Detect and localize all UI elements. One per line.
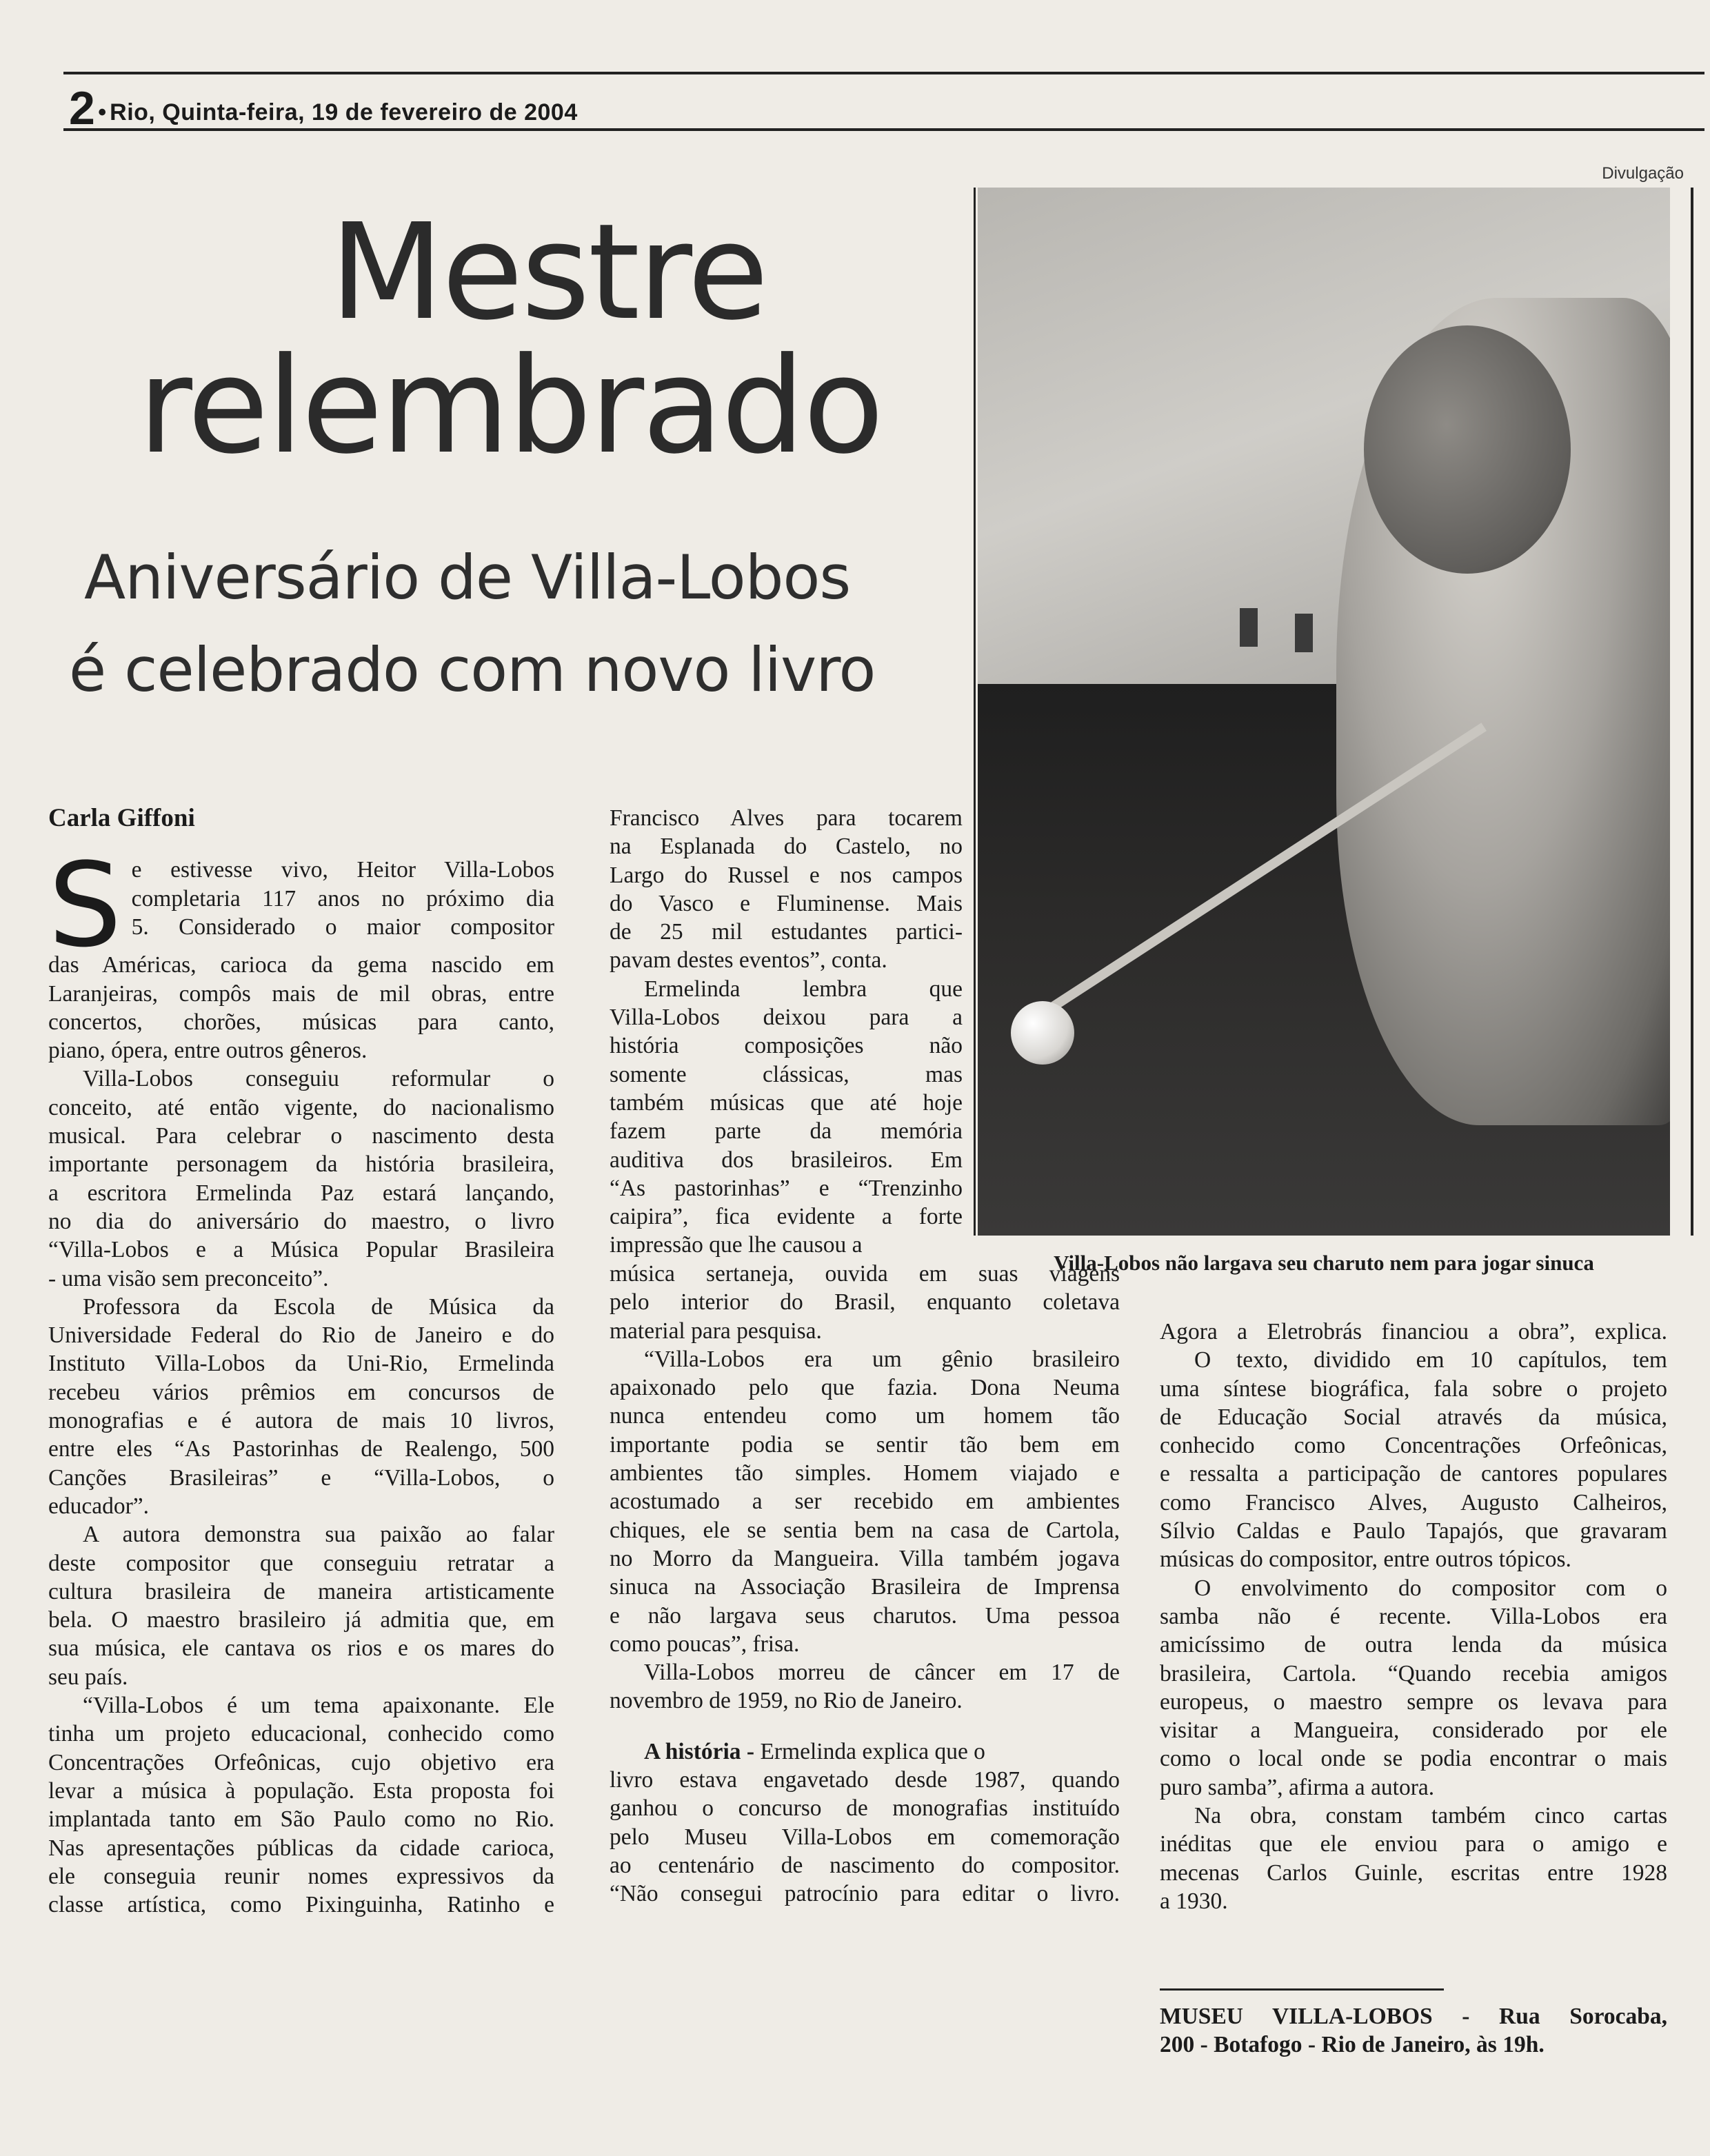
body-line: concertos, chorões, músicas para canto,	[48, 1009, 554, 1035]
body-line: ele conseguia reunir nomes expressivos da	[48, 1863, 554, 1889]
body-line: cultura brasileira de maneira artisticamente	[48, 1578, 554, 1604]
body-line: fazem parte da memória	[610, 1118, 963, 1145]
history-first-text: Ermelinda explica que o	[760, 1738, 985, 1764]
body-line: levar a música à população. Esta proposta foi	[48, 1777, 554, 1804]
body-line: “Villa-Lobos e a Música Popular Brasileira	[48, 1237, 554, 1263]
body-line: pavam destes eventos”, conta.	[610, 947, 887, 974]
body-line: ao centenário de nascimento do compositor.	[610, 1852, 1120, 1878]
photo-caption: Villa-Lobos não largava seu charuto nem para jogar sinuca	[1054, 1251, 1594, 1275]
body-line: Instituto Villa-Lobos da Uni-Rio, Ermelinda	[48, 1351, 554, 1377]
body-line: Canções Brasileiras” e “Villa-Lobos, o	[48, 1464, 554, 1491]
body-line: recebeu vários prêmios em concursos de	[48, 1379, 554, 1405]
body-line: música sertaneja, ouvida em suas viagens	[610, 1261, 1120, 1287]
body-line: ambientes tão simples. Homem viajado e	[610, 1460, 1120, 1487]
photo-credit: Divulgação	[1602, 164, 1684, 183]
body-line: Concentrações Orfeônicas, cujo objetivo era	[48, 1749, 554, 1775]
body-line: importante personagem da história brasileira,	[48, 1151, 554, 1178]
body-line: a escritora Ermelinda Paz estará lançando,	[48, 1180, 554, 1206]
body-line: conhecido como Concentrações Orfeônicas,	[1160, 1433, 1667, 1459]
body-line: musical. Para celebrar o nascimento desta	[48, 1123, 554, 1149]
body-line: inéditas que ele enviou para o amigo e	[1160, 1831, 1667, 1857]
history-first-line	[610, 1737, 1120, 1766]
body-line: “Não consegui patrocínio para editar o livro.	[610, 1881, 1120, 1907]
info-box-rule	[1160, 1988, 1444, 1991]
body-line: a 1930.	[1160, 1888, 1228, 1914]
lead-line: e estivesse vivo, Heitor Villa-Lobos	[131, 857, 554, 883]
body-line: das Américas, carioca da gema nascido em	[48, 952, 554, 978]
villa-lobos-photo	[978, 188, 1670, 1236]
body-line: ganhou o concurso de monografias instituído	[610, 1795, 1120, 1822]
body-line: do Vasco e Fluminense. Mais	[610, 890, 963, 916]
body-line: seu país.	[48, 1664, 128, 1690]
body-line: livro estava engavetado desde 1987, quando	[610, 1767, 1120, 1793]
body-line: auditiva dos brasileiros. Em	[610, 1147, 963, 1173]
body-line: “As pastorinhas” e “Trenzinho	[610, 1175, 963, 1201]
body-line: puro samba”, afirma a autora.	[1160, 1774, 1435, 1800]
body-line: Sílvio Caldas e Paulo Tapajós, que gravaram	[1160, 1518, 1667, 1544]
byline: Carla Giffoni	[48, 804, 195, 832]
body-line: pelo interior do Brasil, enquanto coletava	[610, 1289, 1120, 1316]
body-line: como Francisco Alves, Augusto Calheiros,	[1160, 1489, 1667, 1515]
info-line: MUSEU VILLA-LOBOS - Rua Sorocaba,	[1160, 2004, 1667, 2029]
body-line: tinha um projeto educacional, conhecido como	[48, 1721, 554, 1747]
body-line: Laranjeiras, compôs mais de mil obras, entre	[48, 980, 554, 1007]
body-line: Francisco Alves para tocarem	[610, 805, 963, 831]
column-3	[1160, 1318, 1667, 1915]
body-line: Agora a Eletrobrás financiou a obra”, explica.	[1160, 1319, 1667, 1344]
body-line: acostumado a ser recebido em ambientes	[610, 1489, 1120, 1515]
body-line: no dia do aniversário do maestro, o livro	[48, 1208, 554, 1234]
header-top-rule	[63, 72, 1704, 74]
body-line: de Educação Social através da música,	[1160, 1404, 1667, 1430]
body-line: de 25 mil estudantes partici-	[610, 919, 963, 945]
body-line: brasileira, Cartola. “Quando recebia amigos	[1160, 1660, 1667, 1686]
body-line: Villa-Lobos deixou para a	[610, 1005, 963, 1031]
body-line: material para pesquisa.	[610, 1318, 822, 1344]
body-line: classe artística, como Pixinguinha, Ratinho e	[48, 1892, 554, 1918]
photo-head	[1364, 325, 1571, 574]
subhead-separator: -	[746, 1738, 755, 1764]
body-line: educador”.	[48, 1493, 150, 1519]
body-line: Na obra, constam também cinco cartas	[1194, 1803, 1667, 1829]
body-line: como o local onde se podia encontrar o mais	[1160, 1746, 1667, 1772]
photo-side-rule	[1691, 188, 1693, 1236]
body-line: amicíssimo de outra lenda da música	[1160, 1632, 1667, 1658]
lead-line: completaria 117 anos no próximo dia	[131, 885, 554, 911]
folio-bullet: •	[98, 99, 107, 125]
drop-cap: S	[48, 838, 122, 974]
deck-line-2: é celebrado com novo livro	[69, 634, 876, 705]
body-line: Ermelinda lembra que	[644, 976, 963, 1002]
body-line: piano, ópera, entre outros gêneros.	[48, 1038, 368, 1064]
column-2-top	[610, 804, 963, 1260]
body-line: entre eles “As Pastorinhas de Realengo, 500	[48, 1436, 554, 1462]
body-line: apaixonado pelo que fazia. Dona Neuma	[610, 1375, 1120, 1401]
info-box	[1160, 2002, 1667, 2059]
body-line: sua música, ele cantava os rios e os mares do	[48, 1635, 554, 1662]
body-line: europeus, o maestro sempre os levava para	[1160, 1689, 1667, 1715]
folio	[69, 81, 578, 135]
photo-outlet	[1295, 614, 1313, 652]
body-line: implantada tanto em São Paulo como no Rio.	[48, 1806, 554, 1833]
photo-ball	[1011, 1001, 1074, 1065]
subhead-history: A história	[644, 1738, 741, 1764]
body-line: importante podia se sentir tão bem em	[610, 1431, 1120, 1458]
page-number: 2	[69, 82, 95, 134]
body-line: visitar a Mangueira, considerado por ele	[1160, 1717, 1667, 1744]
body-line: mecenas Carlos Guinle, escritas entre 1928	[1160, 1860, 1667, 1886]
body-line: chiques, ele se sentia bem na casa de Cartola,	[610, 1517, 1120, 1543]
body-line: Universidade Federal do Rio de Janeiro e do	[48, 1322, 554, 1349]
body-line: A autora demonstra sua paixão ao falar	[83, 1522, 554, 1548]
column-2-bottom	[610, 1260, 1120, 1908]
headline-line-2: relembrado	[138, 330, 883, 483]
body-line: - uma visão sem preconceito”.	[48, 1265, 329, 1291]
body-line: e não largava seus charutos. Uma pessoa	[610, 1602, 1120, 1629]
headline-line-1: Mestre	[330, 196, 767, 350]
column-1	[48, 804, 554, 1919]
photo-outlet	[1240, 608, 1258, 647]
body-line: samba não é recente. Villa-Lobos era	[1160, 1603, 1667, 1629]
body-line: impressão que lhe causou a	[610, 1232, 863, 1258]
body-line: conceito, até então vigente, do nacionalismo	[48, 1094, 554, 1120]
body-line: “Villa-Lobos era um gênio brasileiro	[644, 1346, 1120, 1372]
body-line: músicas do compositor, entre outros tópicos.	[1160, 1547, 1571, 1573]
body-line: como poucas”, frisa.	[610, 1631, 800, 1657]
body-line: Nas apresentações públicas da cidade carioca,	[48, 1835, 554, 1861]
body-line: nunca entendeu como um homem tão	[610, 1403, 1120, 1429]
body-line: e ressalta a participação de cantores populares	[1160, 1461, 1667, 1487]
body-line: somente clássicas, mas	[610, 1061, 963, 1087]
body-line: O texto, dividido em 10 capítulos, tem	[1194, 1347, 1667, 1373]
body-line: na Esplanada do Castelo, no	[610, 834, 963, 860]
body-line: Villa-Lobos conseguiu reformular o	[83, 1066, 554, 1092]
body-line: bela. O maestro brasileiro já admitia que, em	[48, 1607, 554, 1633]
deck-line-1: Aniversário de Villa-Lobos	[84, 542, 851, 613]
body-line: pelo Museu Villa-Lobos em comemoração	[610, 1824, 1120, 1850]
body-line: deste compositor que conseguiu retratar a	[48, 1550, 554, 1576]
body-line: caipira”, fica evidente a forte	[610, 1204, 963, 1230]
body-line: no Morro da Mangueira. Villa também jogava	[610, 1545, 1120, 1571]
photo-column-rule	[974, 188, 976, 1236]
body-line: Villa-Lobos morreu de câncer em 17 de	[644, 1660, 1120, 1686]
body-line: também músicas que até hoje	[610, 1089, 963, 1116]
body-line: novembro de 1959, no Rio de Janeiro.	[610, 1688, 963, 1714]
body-line: “Villa-Lobos é um tema apaixonante. Ele	[83, 1693, 554, 1719]
body-line: Professora da Escola de Música da	[83, 1293, 554, 1320]
body-line: sinuca na Associação Brasileira de Imprensa	[610, 1574, 1120, 1600]
body-line: Largo do Russel e nos campos	[610, 862, 963, 888]
lead-line: 5. Considerado o maior compositor	[131, 914, 554, 940]
body-line: história composições não	[610, 1033, 963, 1059]
body-line: monografias e é autora de mais 10 livros,	[48, 1408, 554, 1434]
body-line: O envolvimento do compositor com o	[1194, 1575, 1667, 1601]
info-line: 200 - Botafogo - Rio de Janeiro, às 19h.	[1160, 2032, 1545, 2058]
date-line: Rio, Quinta-feira, 19 de fevereiro de 2004	[110, 99, 578, 125]
body-line: uma síntese biográfica, fala sobre o projeto	[1160, 1376, 1667, 1402]
